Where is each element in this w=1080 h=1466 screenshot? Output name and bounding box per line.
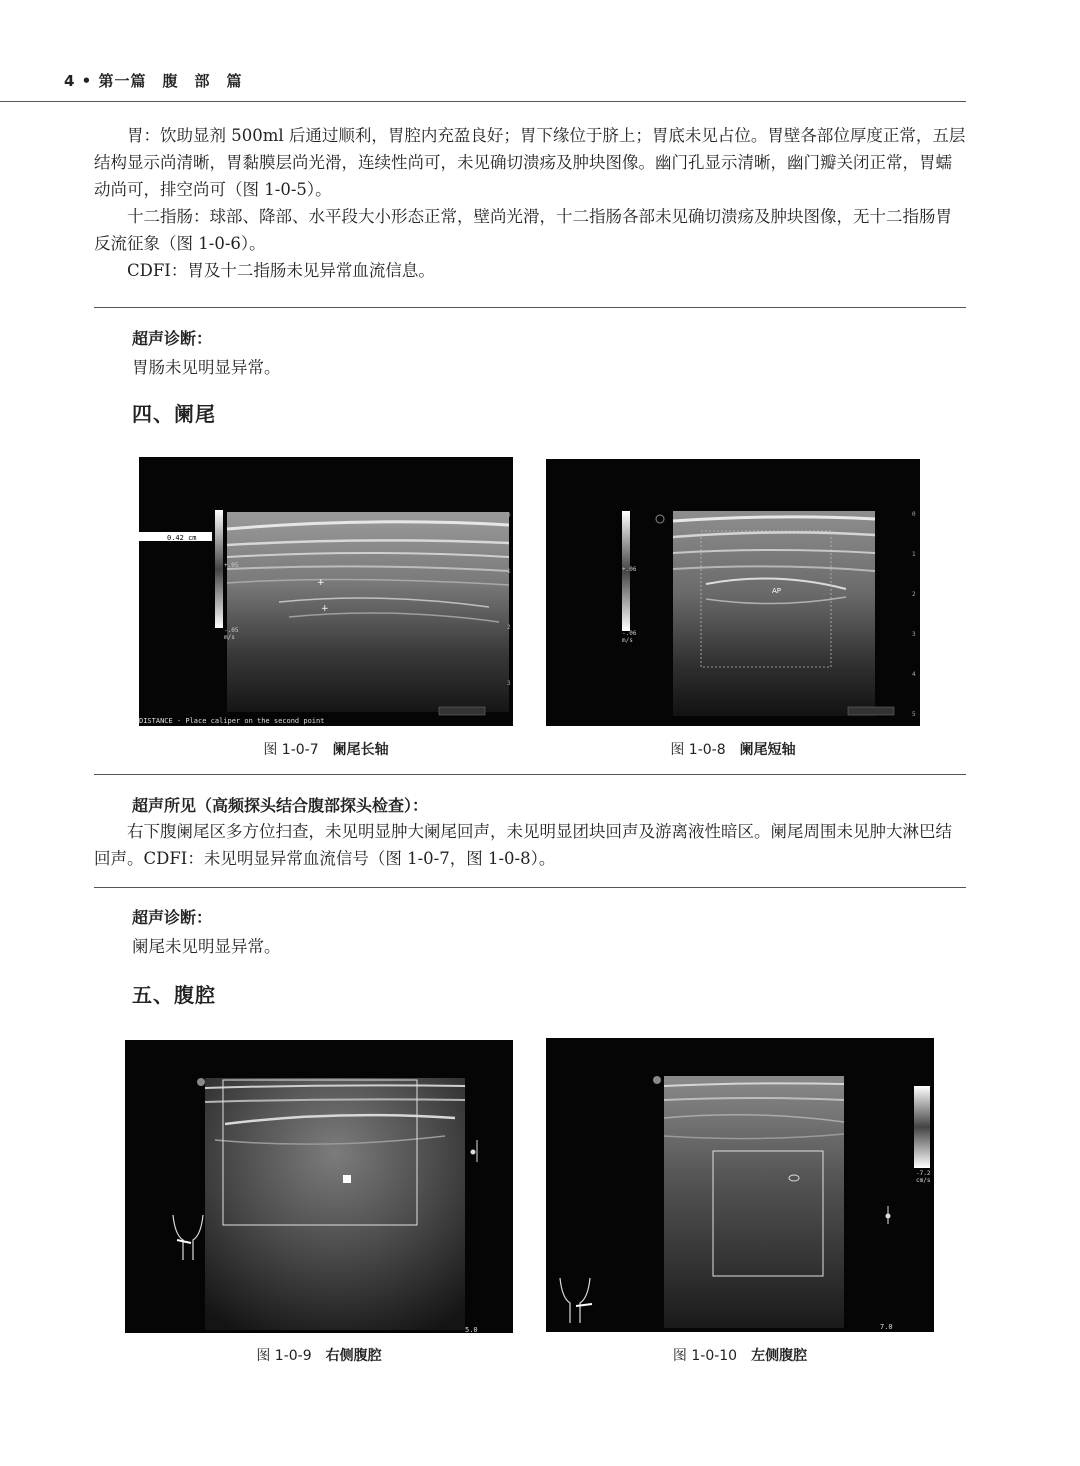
depth-tick: 1: [507, 568, 511, 575]
scale-bottom: -.05: [224, 627, 239, 634]
section-title-appendix: 四、阑尾: [132, 402, 216, 426]
figure-title: 右侧腹腔: [325, 1348, 382, 1364]
figure-number: 图 1-0-8: [670, 742, 726, 758]
caliper-marker: +: [321, 604, 329, 614]
depth-tick: 3: [507, 680, 511, 687]
scale-unit: cm/s: [916, 1177, 931, 1184]
ultrasound-image-left-abdominal-cavity: [546, 1038, 934, 1332]
figure-caption: [139, 739, 513, 759]
divider: [94, 307, 966, 308]
distance-measurement: 0.42 cm: [167, 534, 197, 542]
ultrasound-image-appendix-long-axis: [139, 457, 513, 726]
depth-tick: 0: [507, 512, 511, 519]
caliper-marker: +: [317, 578, 325, 588]
figure-caption: [125, 1345, 513, 1365]
depth-tick: 3: [912, 631, 916, 638]
ultrasound-image-appendix-short-axis: [546, 459, 920, 726]
diagnosis-text: 阑尾未见明显异常。: [132, 937, 281, 956]
running-header: 4 • 第一篇 腹 部 篇: [64, 72, 243, 90]
figure-caption: [546, 739, 920, 759]
duodenum-paragraph: 十二指肠：球部、降部、水平段大小形态正常，壁尚光滑，十二指肠各部未见确切溃疡及肿块图像，无十二指肠胃反流征象（图 1-0-6）。: [94, 207, 952, 253]
figure-number: 图 1-0-9: [256, 1348, 312, 1364]
depth-label: 7.0: [880, 1323, 893, 1331]
figure-title: 阑尾长轴: [332, 742, 389, 758]
scale-top: +.06: [622, 566, 637, 573]
scale-value: -7.2: [916, 1170, 931, 1177]
figure-title: 左侧腹腔: [751, 1348, 808, 1364]
figure-caption: [546, 1345, 934, 1365]
divider: [94, 887, 966, 888]
section-title-abdominal-cavity: 五、腹腔: [132, 983, 216, 1007]
findings-section: [94, 818, 966, 872]
diagnosis-text: 胃肠未见明显异常。: [132, 358, 281, 377]
scale-unit: m/s: [224, 634, 235, 641]
scale-top: +.05: [224, 562, 239, 569]
divider: [94, 774, 966, 775]
depth-tick: 0: [912, 511, 916, 518]
status-line: DISTANCE - Place caliper on the second point: [139, 717, 325, 725]
structure-label: AP: [772, 587, 782, 595]
figure-number: 图 1-0-10: [672, 1348, 738, 1364]
header-rule: [0, 101, 966, 102]
findings-text: 右下腹阑尾区多方位扫查，未见明显肿大阑尾回声，未见明显团块回声及游离液性暗区。阑尾周围未见肿大淋巴结回声。CDFI：未见明显异常血流信号（图 1-0-7，图 1-0-8）。: [94, 822, 952, 868]
stomach-section: [94, 122, 966, 284]
depth-label: 5.0: [465, 1326, 478, 1333]
depth-tick: 1: [912, 551, 916, 558]
figure-number: 图 1-0-7: [263, 742, 319, 758]
stomach-paragraph: 胃：饮助显剂 500ml 后通过顺利，胃腔内充盈良好；胃下缘位于脐上；胃底未见占位。胃壁各部位厚度正常，五层结构显示尚清晰，胃黏膜层尚光滑，连续性尚可，未见确切溃疡及肿块图像。幽门孔显示清晰，幽门瓣关闭正常，胃蠕动尚可，排空尚可（图 1-0-5）。: [94, 126, 966, 199]
depth-tick: 2: [507, 624, 511, 631]
scale-bottom: -.06: [622, 630, 637, 637]
depth-tick: 2: [912, 591, 916, 598]
diagnosis-label: 超声诊断：: [132, 908, 213, 927]
scale-unit: m/s: [622, 637, 633, 644]
depth-tick: 4: [912, 671, 916, 678]
ultrasound-image-right-abdominal-cavity: [125, 1040, 513, 1333]
depth-tick: 5: [912, 711, 916, 718]
diagnosis-label: 超声诊断：: [132, 329, 213, 348]
figure-title: 阑尾短轴: [739, 742, 796, 758]
findings-label: 超声所见（高频探头结合腹部探头检查）：: [132, 796, 429, 815]
cdfi-paragraph: CDFI：胃及十二指肠未见异常血流信息。: [127, 261, 435, 280]
